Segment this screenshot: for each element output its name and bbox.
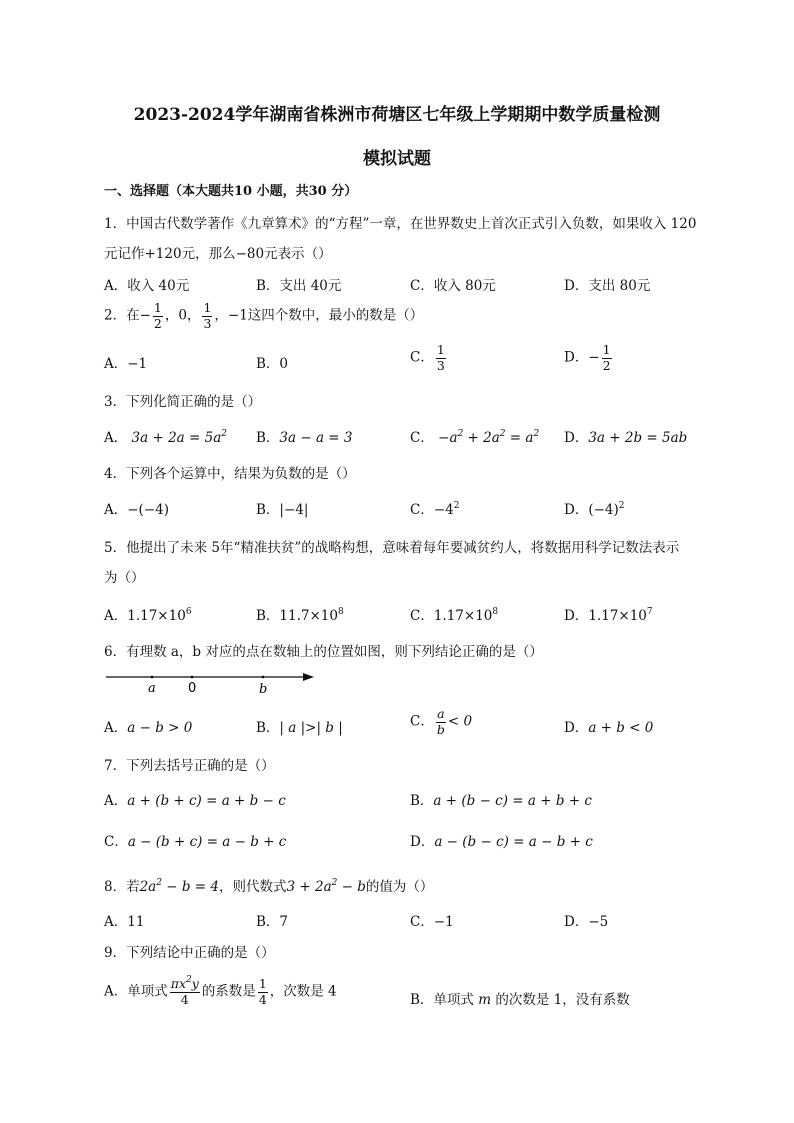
q5-option-b: B．$11.7\times 10^8$ xyxy=(256,607,344,624)
q6-option-c: C． $\frac{a}{b}$ < 0 xyxy=(410,706,473,737)
q2-suffix: ，−1这四个数中，最小的数是（） xyxy=(214,307,424,324)
q1-stem-line1: 1．中国古代数学著作《九章算术》的“方程”一章，在世界数史上首次正式引入负数，如果收入 120 xyxy=(104,216,697,232)
q6-option-d: D．a + b < 0 xyxy=(564,720,654,736)
q3-option-c: C． $-a^2 + 2a^2 = a^2$ xyxy=(410,429,540,446)
q4-stem: 4．下列各个运算中，结果为负数的是（） xyxy=(104,466,356,482)
q8-option-a: A．11 xyxy=(104,914,145,930)
axis-label-b: b xyxy=(259,682,268,697)
q5-stem-line1: 5．他提出了未来 5年“精准扶贫”的战略构想，意味着每年要减贫约人，将数据用科学记数法表示 xyxy=(104,540,680,556)
q3-option-d: D．3a + 2b = 5ab xyxy=(564,430,688,446)
q9-option-a: A．单项式 $\frac{\pi x^2y}{4}$ 的系数是 $\frac{1}{4}$ ，次数是 4 xyxy=(104,975,337,1007)
q8-option-b: B．7 xyxy=(256,914,289,930)
q9-coefficient-fraction: $\frac{1}{4}$ xyxy=(258,976,267,1007)
q3-stem: 3．下列化简正确的是（） xyxy=(104,394,262,410)
q7-option-c: C．a − (b + c) = a − b + c xyxy=(104,834,287,850)
axis-label-zero: 0 xyxy=(188,681,197,696)
q5-option-a: A．$1.17\times 10^6$ xyxy=(104,607,192,624)
q2-prefix: 2．在 xyxy=(104,307,140,324)
q7-option-b: B．a + (b − c) = a + b + c xyxy=(410,793,592,809)
q4-option-c: C．$-4^2$ xyxy=(410,501,460,518)
q6-stem: 6．有理数 a，b 对应的点在数轴上的位置如图，则下列结论正确的是（） xyxy=(104,644,543,660)
q4-option-a: A．−(−4) xyxy=(104,502,169,518)
q2-option-c: C． $\frac{1}{3}$ xyxy=(410,342,445,373)
q5-option-d: D．$1.17\times 10^7$ xyxy=(564,607,653,624)
section-heading: 一、选择题（本大题共10 小题，共30 分） xyxy=(104,184,358,199)
q9-option-b: B．单项式 m 的次数是 1，没有系数 xyxy=(410,992,630,1008)
q4-option-b: B．|−4| xyxy=(256,502,309,518)
q4-option-d: D．$(-4)^2$ xyxy=(564,501,625,518)
point-zero xyxy=(191,676,194,679)
q3-option-b: B．3a − a = 3 xyxy=(256,430,353,446)
q5-stem-line2: 为（） xyxy=(104,570,145,586)
q8-option-c: C．−1 xyxy=(410,914,454,930)
q7-stem: 7．下列去括号正确的是（） xyxy=(104,758,275,774)
q2-option-b: B．0 xyxy=(256,356,289,372)
q6-option-a: A．a − b > 0 xyxy=(104,720,193,736)
q7-option-d: D．a − (b − c) = a − b + c xyxy=(410,834,593,850)
q1-stem-line2: 元记作+120元，那么−80元表示（） xyxy=(104,246,332,262)
q7-option-a: A．a + (b + c) = a + b − c xyxy=(104,793,286,809)
q9-monomial-fraction: $\frac{\pi x^2y}{4}$ xyxy=(170,975,199,1007)
q8-option-d: D．−5 xyxy=(564,914,609,930)
exam-title-line1: 2023-2024学年湖南省株洲市荷塘区七年级上学期期中数学质量检测 xyxy=(133,105,661,125)
q2-stem: 2．在− $\frac{1}{2}$ ，0， $\frac{1}{3}$ ，−1这四个数中，最小的数是（） xyxy=(104,300,424,331)
number-line-arrow xyxy=(303,673,314,681)
q1-option-c: C．收入 80元 xyxy=(410,278,496,294)
fraction-third: $\frac{1}{3}$ xyxy=(203,300,212,331)
q2-option-d: D．− $\frac{1}{2}$ xyxy=(564,342,611,373)
point-b xyxy=(262,676,265,679)
q3-option-a: A． $3a + 2a = 5a^2$ xyxy=(104,429,227,446)
q9-stem: 9．下列结论中正确的是（） xyxy=(104,945,275,961)
number-line-figure xyxy=(104,670,319,700)
axis-label-a: a xyxy=(148,681,156,696)
q1-option-b: B．支出 40元 xyxy=(256,278,342,294)
q5-option-c: C．$1.17\times 10^8$ xyxy=(410,607,499,624)
q2-option-a: A．−1 xyxy=(104,356,148,372)
exam-title-line2: 模拟试题 xyxy=(363,149,431,169)
point-a xyxy=(151,676,154,679)
fraction-neg-half: $\frac{1}{2}$ xyxy=(153,300,162,331)
q1-option-a: A．收入 40元 xyxy=(104,278,190,294)
q6-option-b: B．| a |>| b | xyxy=(256,720,343,736)
q8-stem: 8．若$2a^2 - b = 4$，则代数式$3 + 2a^2 - b$的值为（） xyxy=(104,878,434,895)
q1-option-d: D．支出 80元 xyxy=(564,278,651,294)
